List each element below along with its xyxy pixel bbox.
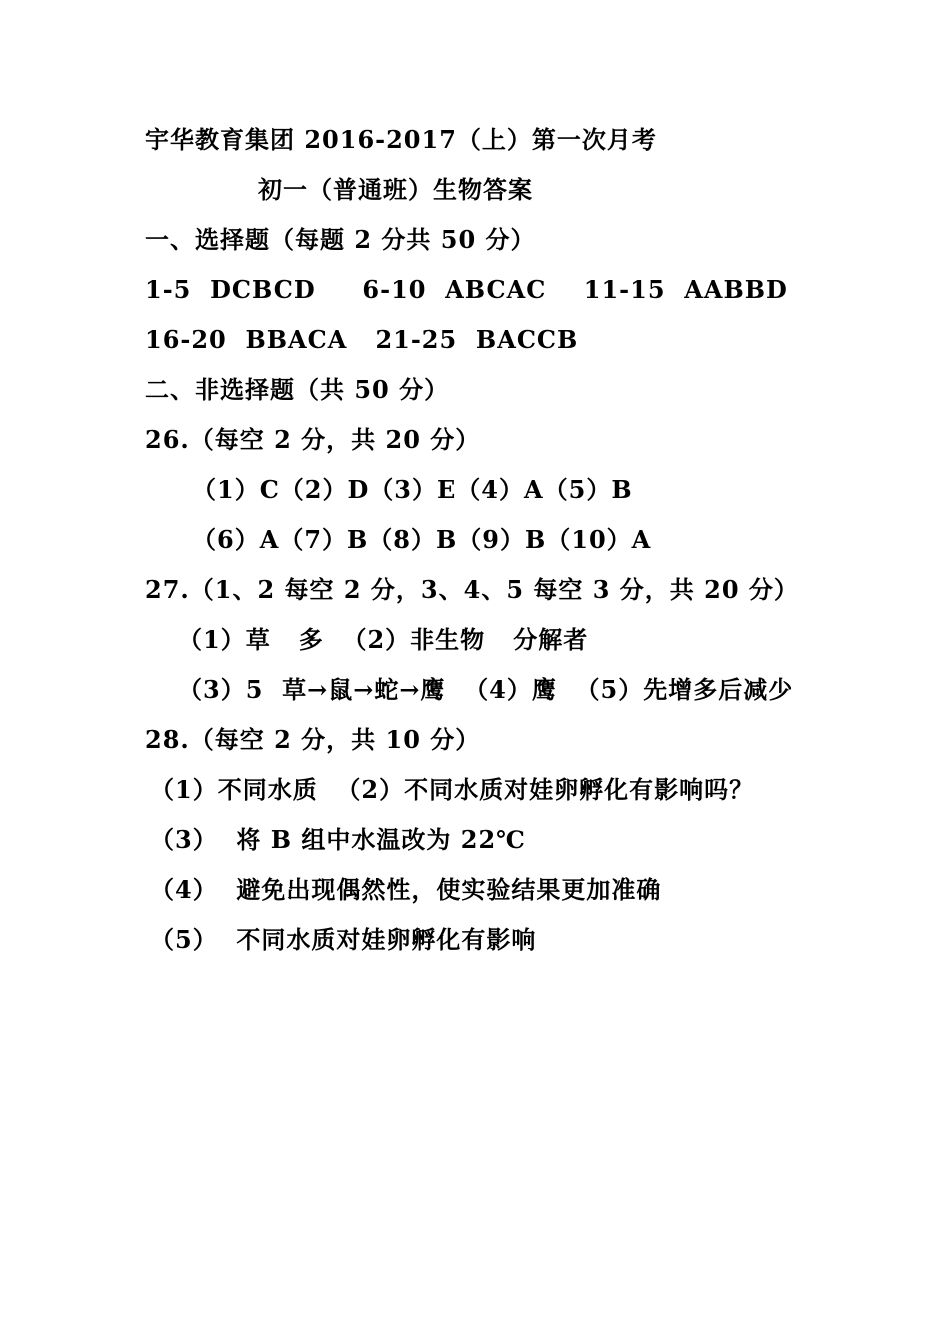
question-26-answers-line-1: （1）C（2）D（3）E（4）A（5）B	[192, 475, 633, 504]
multiple-choice-answers-line-2: 16-20 BBACA 21-25 BACCB	[145, 325, 579, 354]
document-title: 宇华教育集团 2016-2017（上）第一次月考	[145, 125, 657, 154]
question-28-header: 28.（每空 2 分，共 10 分）	[145, 725, 481, 754]
question-27-answers-line-1: （1）草 多 （2）非生物 分解者	[178, 625, 589, 654]
question-27-header: 27.（1、2 每空 2 分，3、4、5 每空 3 分，共 20 分）	[145, 575, 799, 604]
document-subtitle: 初一（普通班）生物答案	[258, 175, 533, 204]
question-28-answers-line-1: （1）不同水质 （2）不同水质对娃卵孵化有影响吗？	[150, 775, 755, 804]
section-non-choice-heading: 二、非选择题（共 50 分）	[145, 375, 450, 404]
question-26-answers-line-2: （6）A（7）B（8）B（9）B（10）A	[192, 525, 652, 554]
question-27-answers-line-2: （3）5 草→鼠→蛇→鹰 （4）鹰 （5）先增多后减少	[178, 675, 794, 704]
question-28-answers-line-3: （4） 避免出现偶然性，使实验结果更加准确	[150, 875, 662, 904]
question-28-answers-line-2: （3） 将 B 组中水温改为 22℃	[150, 825, 526, 854]
question-26-header: 26.（每空 2 分，共 20 分）	[145, 425, 481, 454]
question-28-answers-line-4: （5） 不同水质对娃卵孵化有影响	[150, 925, 537, 954]
section-multiple-choice-heading: 一、选择题（每题 2 分共 50 分）	[145, 225, 536, 254]
multiple-choice-answers-line-1: 1-5 DCBCD 6-10 ABCAC 11-15 AABBD	[145, 275, 788, 304]
